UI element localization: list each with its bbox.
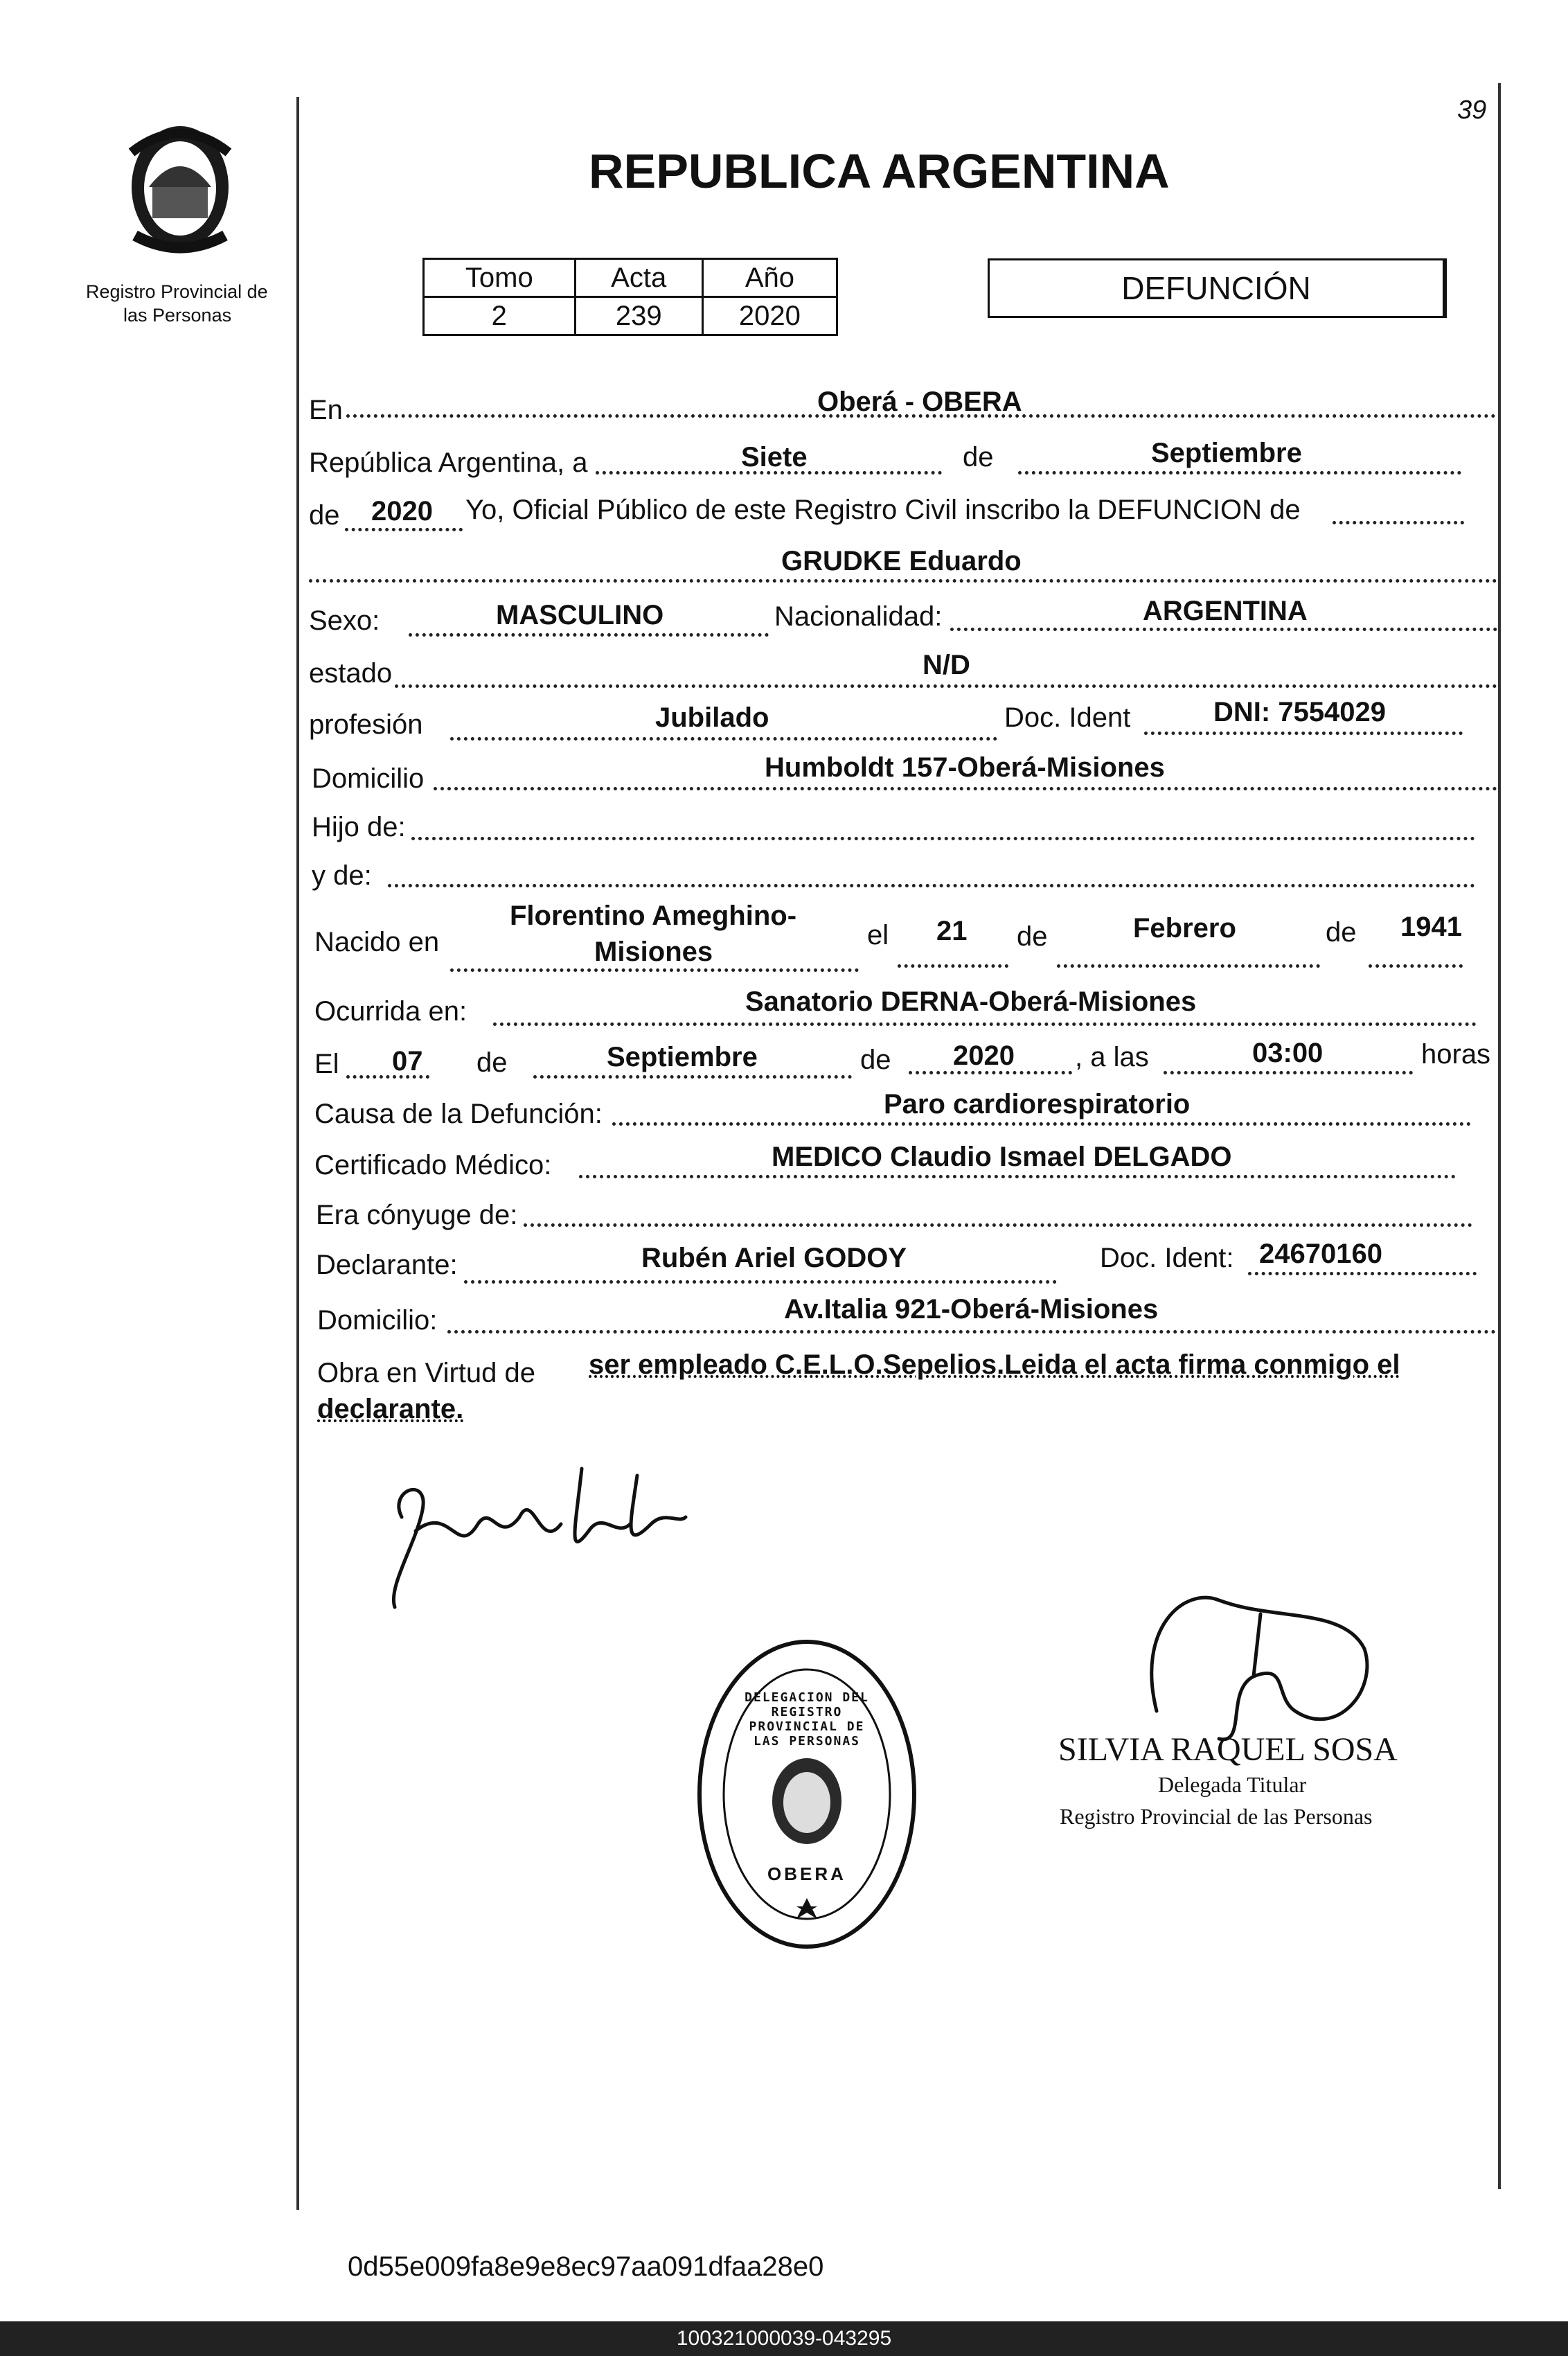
doc-type-box <box>988 258 1447 318</box>
line-fallec-mes <box>533 1075 852 1079</box>
province-logo <box>111 111 249 263</box>
page-number: 39 <box>1457 96 1487 125</box>
line-ocurrida-en <box>493 1022 1477 1026</box>
label-de-nacido-anio: de <box>1326 917 1357 948</box>
label-el-fallec: El <box>314 1049 339 1079</box>
value-nacido-en-line1: Florentino Ameghino- <box>510 901 797 931</box>
label-sexo: Sexo: <box>309 605 380 636</box>
line-fallec-hora <box>1164 1071 1413 1074</box>
value-fallec-anio: 2020 <box>953 1040 1015 1071</box>
value-nacido-dia: 21 <box>936 916 968 946</box>
value-fallec-hora: 03:00 <box>1252 1038 1324 1068</box>
line-declarante <box>464 1280 1057 1284</box>
label-el: el <box>867 920 889 950</box>
value-lugar: Oberá - OBERA <box>817 387 1022 417</box>
line-fallec-anio <box>909 1071 1072 1074</box>
label-republica: República Argentina, a <box>309 448 588 478</box>
line-declarante-doc <box>1248 1272 1477 1275</box>
line-nombre <box>309 579 1497 583</box>
value-ocurrida-en: Sanatorio DERNA-Oberá-Misiones <box>745 986 1197 1017</box>
table-value-anio: 2020 <box>702 297 837 335</box>
registry-label-line2: las Personas <box>123 305 232 326</box>
label-horas: horas <box>1421 1039 1491 1070</box>
label-y-de: y de: <box>312 860 372 891</box>
value-obra-texto-1: ser empleado C.E.L.O.Sepelios.Leida el acta firma conmigo el <box>589 1349 1400 1380</box>
line-nacido-dia <box>898 964 1008 968</box>
line-doc-ident <box>1144 732 1463 735</box>
label-certificado: Certificado Médico: <box>314 1150 552 1180</box>
official-seal <box>693 1635 921 1954</box>
label-de-fallec-mes: de <box>476 1047 508 1078</box>
value-declarante-doc: 24670160 <box>1259 1239 1382 1269</box>
value-dia: Siete <box>741 442 808 472</box>
record-table <box>422 258 838 336</box>
label-doc-ident: Doc. Ident <box>1004 702 1131 733</box>
label-doc-ident2: Doc. Ident: <box>1100 1243 1234 1273</box>
value-doc-ident: DNI: 7554029 <box>1213 697 1387 727</box>
line-yo-oficial-tail <box>1333 521 1464 524</box>
table-value-tomo: 2 <box>424 297 576 335</box>
line-hijo-de <box>411 837 1475 840</box>
value-certificado: MEDICO Claudio Ismael DELGADO <box>772 1142 1232 1172</box>
table-value-acta: 239 <box>575 297 702 335</box>
value-causa: Paro cardiorespiratorio <box>884 1089 1191 1119</box>
table-header-tomo: Tomo <box>424 259 576 297</box>
value-nacido-mes: Febrero <box>1133 913 1236 944</box>
registry-label-line1: Registro Provincial de <box>86 281 268 302</box>
label-domicilio2: Domicilio: <box>317 1305 438 1336</box>
label-profesion: profesión <box>309 709 423 740</box>
line-nacido-en <box>450 968 859 972</box>
line-estado <box>395 684 1497 688</box>
label-ocurrida-en: Ocurrida en: <box>314 996 467 1027</box>
barcode-footer: 100321000039-043295 <box>0 2321 1568 2356</box>
label-de-nacido-mes: de <box>1017 921 1048 952</box>
value-obra-texto-2: declarante. <box>317 1394 464 1424</box>
label-declarante: Declarante: <box>316 1250 458 1280</box>
seal-city: OBERA <box>767 1863 846 1884</box>
label-en: En <box>309 395 343 425</box>
line-y-de <box>388 884 1475 887</box>
signatory-office: Registro Provincial de las Personas <box>1060 1804 1373 1829</box>
line-conyuge <box>524 1223 1472 1227</box>
document-hash: 0d55e009fa8e9e8ec97aa091dfaa28e0 <box>348 2251 824 2282</box>
value-sexo: MASCULINO <box>496 600 664 630</box>
value-nacionalidad: ARGENTINA <box>1143 596 1308 626</box>
value-nacido-en-line2: Misiones <box>594 937 713 967</box>
label-de-anio: de <box>309 500 340 531</box>
right-margin-line <box>1498 83 1501 2189</box>
value-estado: N/D <box>923 650 970 680</box>
table-header-anio: Año <box>702 259 837 297</box>
declarant-signature <box>374 1448 706 1621</box>
value-nacido-anio: 1941 <box>1400 912 1462 942</box>
label-domicilio: Domicilio <box>312 763 425 794</box>
line-nacionalidad <box>950 628 1497 631</box>
line-anio <box>345 528 463 531</box>
value-anio: 2020 <box>371 496 433 526</box>
line-domicilio2 <box>447 1330 1496 1334</box>
label-nacionalidad: Nacionalidad: <box>774 601 943 632</box>
label-de-mes: de <box>963 442 994 472</box>
label-a-las: , a las <box>1075 1042 1149 1072</box>
doc-type-label: DEFUNCIÓN <box>1121 270 1311 306</box>
line-certificado <box>579 1175 1456 1178</box>
label-causa: Causa de la Defunción: <box>314 1099 603 1129</box>
label-conyuge: Era cónyuge de: <box>316 1200 518 1230</box>
label-de-fallec-anio: de <box>860 1045 891 1075</box>
label-nacido-en: Nacido en <box>314 927 440 957</box>
line-domicilio <box>434 787 1497 790</box>
line-mes <box>1018 471 1461 475</box>
value-mes: Septiembre <box>1151 438 1302 468</box>
value-fallec-dia: 07 <box>392 1046 423 1077</box>
line-nacido-anio <box>1369 964 1463 968</box>
value-domicilio2: Av.Italia 921-Oberá-Misiones <box>784 1294 1159 1325</box>
label-yo-oficial: Yo, Oficial Público de este Registro Civil inscribo la DEFUNCION de <box>465 495 1301 525</box>
label-hijo-de: Hijo de: <box>312 812 406 842</box>
label-estado: estado <box>309 658 393 689</box>
line-sexo <box>409 633 769 637</box>
signatory-name: SILVIA RAQUEL SOSA <box>1058 1731 1398 1768</box>
left-margin-line <box>296 97 299 2210</box>
value-nombre: GRUDKE Eduardo <box>781 546 1022 576</box>
value-declarante: Rubén Ariel GODOY <box>641 1243 907 1273</box>
label-obra-en-virtud: Obra en Virtud de <box>317 1358 536 1388</box>
table-header-acta: Acta <box>575 259 702 297</box>
signatory-role: Delegada Titular <box>1158 1772 1307 1797</box>
line-profesion <box>450 737 997 741</box>
value-profesion: Jubilado <box>655 702 769 733</box>
value-domicilio: Humboldt 157-Oberá-Misiones <box>765 752 1165 783</box>
value-fallec-mes: Septiembre <box>607 1042 758 1072</box>
officer-signature <box>1136 1573 1385 1746</box>
document-title: REPUBLICA ARGENTINA <box>589 144 1170 198</box>
line-nacido-mes <box>1057 964 1320 968</box>
line-causa <box>612 1122 1471 1126</box>
seal-text: DELEGACION DEL REGISTRO PROVINCIAL DE LAS PERSONAS <box>745 1690 869 1748</box>
